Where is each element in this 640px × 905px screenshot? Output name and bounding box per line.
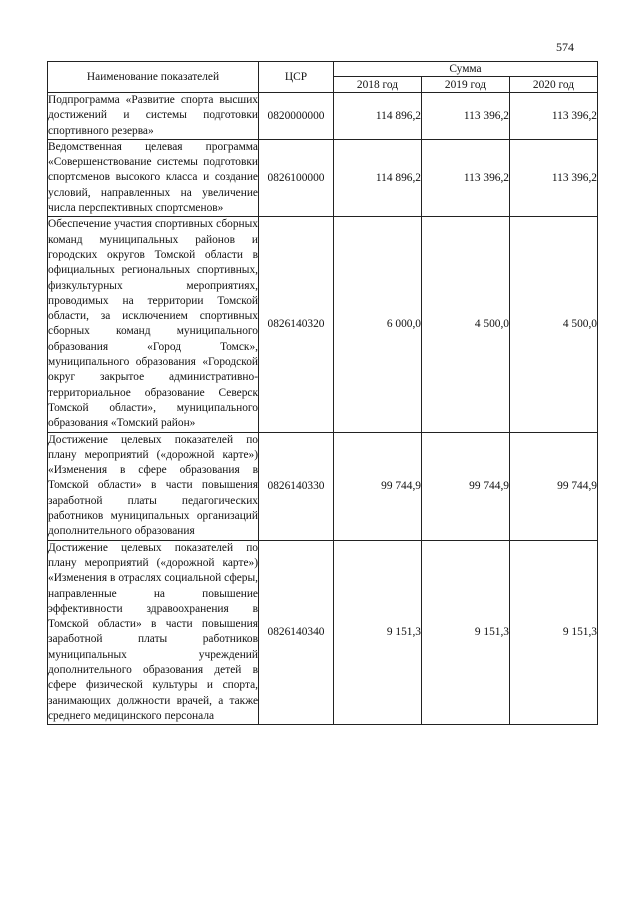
row-value-2019: 113 396,2 [422, 93, 510, 140]
row-value-2018: 99 744,9 [334, 432, 422, 540]
row-value-2020: 4 500,0 [510, 217, 598, 432]
header-csr: ЦСР [259, 62, 334, 93]
row-name: Достижение целевых показателей по плану мероприятий («дорожной карте») «Изменения в сфере образования в Томской области» в части повышения заработной платы педагогических работников муниципальных организаций дополнительного образования [48, 432, 259, 540]
table-row [48, 432, 598, 540]
budget-table [47, 61, 598, 725]
row-value-2018: 114 896,2 [334, 93, 422, 140]
table-row [48, 93, 598, 140]
row-name: Подпрограмма «Развитие спорта высших достижений и системы подготовки спортивного резерва» [48, 93, 259, 140]
header-sum: Сумма [334, 62, 598, 77]
table-row [48, 217, 598, 432]
table-header-row [48, 62, 598, 77]
row-value-2018: 6 000,0 [334, 217, 422, 432]
row-code: 0826100000 [259, 139, 334, 216]
row-value-2020: 113 396,2 [510, 139, 598, 216]
row-value-2020: 9 151,3 [510, 540, 598, 725]
row-code: 0826140320 [259, 217, 334, 432]
row-code: 0820000000 [259, 93, 334, 140]
header-year-2018: 2018 год [334, 77, 422, 93]
row-value-2019: 113 396,2 [422, 139, 510, 216]
header-name: Наименование показателей [48, 62, 259, 93]
row-name: Достижение целевых показателей по плану мероприятий («дорожной карте») «Изменения в отраслях социальной сферы, направленные на повышение эффективности здравоохранения в Томской области» в части повышения заработной платы работников муниципальных учреждений дополнительного образования детей в сфере физической культуры и спорта, занимающих должности врачей, а также среднего медицинского персонала [48, 540, 259, 725]
row-code: 0826140330 [259, 432, 334, 540]
row-name: Ведомственная целевая программа «Совершенствование системы подготовки спортсменов высокого класса и создание условий, направленных на увеличение числа перспективных спортсменов» [48, 139, 259, 216]
table-row [48, 139, 598, 216]
row-value-2019: 99 744,9 [422, 432, 510, 540]
header-year-2020: 2020 год [510, 77, 598, 93]
row-value-2020: 113 396,2 [510, 93, 598, 140]
row-code: 0826140340 [259, 540, 334, 725]
row-value-2018: 114 896,2 [334, 139, 422, 216]
header-year-2019: 2019 год [422, 77, 510, 93]
row-value-2019: 4 500,0 [422, 217, 510, 432]
row-value-2018: 9 151,3 [334, 540, 422, 725]
page-number: 574 [556, 40, 574, 54]
row-value-2019: 9 151,3 [422, 540, 510, 725]
row-value-2020: 99 744,9 [510, 432, 598, 540]
table-row [48, 540, 598, 725]
row-name: Обеспечение участия спортивных сборных команд муниципальных районов и городских округов Томской области в официальных региональных спортивных, физкультурных мероприятиях, проводимых на территории Томской области, за исключением спортивных сборных команд муниципального образования «Город Томск», муниципального образования «Городской округ закрытое административно-территориальное образование Северск Томской области», муниципального образования «Томский район» [48, 217, 259, 432]
